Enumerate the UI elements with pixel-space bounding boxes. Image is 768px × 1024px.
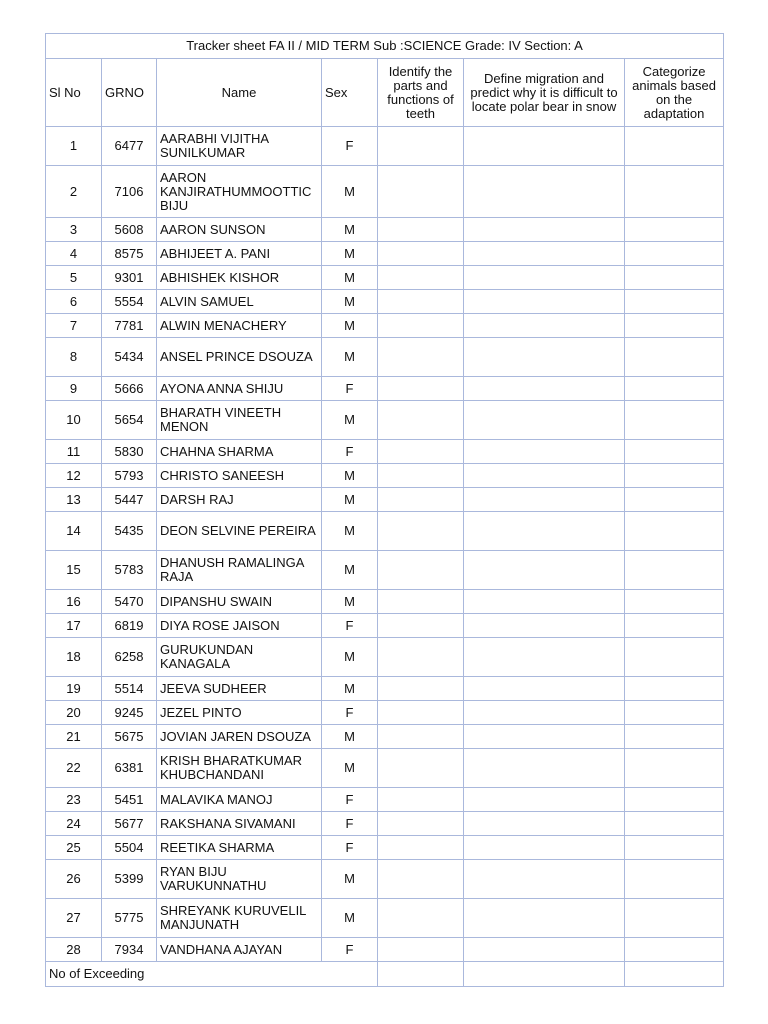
header-name: Name [157,59,322,127]
table-row [46,812,724,836]
table-row [46,464,724,488]
grno-cell: 7106 [102,166,157,218]
criteria-adaptation-cell[interactable] [625,290,724,314]
grno-cell: 5677 [102,812,157,836]
sl-no-cell: 14 [46,512,102,551]
criteria-migration-cell[interactable] [464,218,625,242]
student-name-cell: ABHISHEK KISHOR [157,266,322,290]
criteria-teeth-cell[interactable] [378,701,464,725]
criteria-adaptation-cell[interactable] [625,127,724,166]
sl-no-cell: 22 [46,749,102,788]
criteria-teeth-cell[interactable] [378,464,464,488]
grno-cell: 6258 [102,638,157,677]
no-of-exceeding-label: No of Exceeding [46,962,378,987]
sex-cell: M [322,464,378,488]
criteria-adaptation-cell[interactable] [625,242,724,266]
sl-no-cell: 6 [46,290,102,314]
sex-cell: M [322,638,378,677]
criteria-migration-cell[interactable] [464,551,625,590]
criteria-teeth-cell[interactable] [378,725,464,749]
sex-cell: M [322,166,378,218]
criteria-migration-cell[interactable] [464,614,625,638]
student-name-cell: AARON KANJIRATHUMMOOTTIC BIJU [157,166,322,218]
header-grno: GRNO [102,59,157,127]
sex-cell: F [322,614,378,638]
table-row [46,725,724,749]
student-name-cell: JEZEL PINTO [157,701,322,725]
criteria-teeth-cell[interactable] [378,836,464,860]
student-name-cell: DIYA ROSE JAISON [157,614,322,638]
sl-no-cell: 18 [46,638,102,677]
table-row [46,836,724,860]
title-row [46,34,724,59]
table-row [46,938,724,962]
grno-cell: 5451 [102,788,157,812]
student-name-cell: JOVIAN JAREN DSOUZA [157,725,322,749]
criteria-migration-cell[interactable] [464,836,625,860]
criteria-migration-cell[interactable] [464,749,625,788]
table-row [46,440,724,464]
header-criteria-migration: Define migration and predict why it is difficult to locate polar bear in snow [464,59,625,127]
grno-cell: 5675 [102,725,157,749]
criteria-teeth-cell[interactable] [378,314,464,338]
student-name-cell: CHRISTO SANEESH [157,464,322,488]
criteria-adaptation-cell[interactable] [625,812,724,836]
criteria-teeth-cell[interactable] [378,899,464,938]
criteria-migration-cell[interactable] [464,677,625,701]
table-row [46,127,724,166]
header-row [46,59,724,127]
criteria-adaptation-cell[interactable] [625,401,724,440]
criteria-migration-cell[interactable] [464,512,625,551]
sex-cell: M [322,242,378,266]
sl-no-cell: 17 [46,614,102,638]
grno-cell: 5608 [102,218,157,242]
grno-cell: 5470 [102,590,157,614]
student-name-cell: RAKSHANA SIVAMANI [157,812,322,836]
criteria-teeth-cell[interactable] [378,677,464,701]
sex-cell: M [322,512,378,551]
table-row [46,377,724,401]
criteria-migration-cell[interactable] [464,788,625,812]
criteria-adaptation-cell[interactable] [625,860,724,899]
sex-cell: M [322,488,378,512]
grno-cell: 9301 [102,266,157,290]
table-row [46,488,724,512]
criteria-adaptation-cell[interactable] [625,638,724,677]
grno-cell: 6381 [102,749,157,788]
criteria-adaptation-cell[interactable] [625,377,724,401]
criteria-teeth-cell[interactable] [378,218,464,242]
student-name-cell: ANSEL PRINCE DSOUZA [157,338,322,377]
sl-no-cell: 24 [46,812,102,836]
student-name-cell: DIPANSHU SWAIN [157,590,322,614]
criteria-adaptation-cell[interactable] [625,701,724,725]
grno-cell: 9245 [102,701,157,725]
sl-no-cell: 13 [46,488,102,512]
table-row [46,338,724,377]
student-name-cell: DHANUSH RAMALINGA RAJA [157,551,322,590]
criteria-teeth-cell[interactable] [378,440,464,464]
criteria-teeth-cell[interactable] [378,290,464,314]
grno-cell: 8575 [102,242,157,266]
header-sl-no: Sl No [46,59,102,127]
grno-cell: 5435 [102,512,157,551]
student-name-cell: AARABHI VIJITHA SUNILKUMAR [157,127,322,166]
criteria-teeth-cell[interactable] [378,377,464,401]
criteria-adaptation-cell[interactable] [625,725,724,749]
student-name-cell: SHREYANK KURUVELIL MANJUNATH [157,899,322,938]
criteria-migration-cell[interactable] [464,860,625,899]
sex-cell: M [322,218,378,242]
criteria-migration-cell[interactable] [464,401,625,440]
criteria-adaptation-cell[interactable] [625,314,724,338]
sl-no-cell: 21 [46,725,102,749]
criteria-migration-cell[interactable] [464,488,625,512]
grno-cell: 5783 [102,551,157,590]
table-row [46,749,724,788]
criteria-migration-cell[interactable] [464,338,625,377]
criteria-adaptation-cell[interactable] [625,551,724,590]
criteria-teeth-cell[interactable] [378,788,464,812]
sex-cell: M [322,266,378,290]
table-row [46,242,724,266]
header-criteria-teeth: Identify the parts and functions of teeth [378,59,464,127]
table-row [46,899,724,938]
criteria-teeth-cell[interactable] [378,638,464,677]
sex-cell: M [322,677,378,701]
table-row [46,290,724,314]
sl-no-cell: 7 [46,314,102,338]
table-row [46,218,724,242]
exceeding-cell-adaptation[interactable] [625,962,724,987]
sex-cell: F [322,127,378,166]
table-row [46,401,724,440]
criteria-migration-cell[interactable] [464,725,625,749]
sex-cell: M [322,290,378,314]
sex-cell: M [322,899,378,938]
sl-no-cell: 23 [46,788,102,812]
sex-cell: F [322,938,378,962]
table-row [46,701,724,725]
table-row [46,166,724,218]
student-name-cell: DARSH RAJ [157,488,322,512]
sex-cell: M [322,860,378,899]
table-row [46,614,724,638]
criteria-adaptation-cell[interactable] [625,440,724,464]
sl-no-cell: 20 [46,701,102,725]
header-sex: Sex [322,59,378,127]
table-row [46,788,724,812]
sl-no-cell: 16 [46,590,102,614]
student-name-cell: VANDHANA AJAYAN [157,938,322,962]
sl-no-cell: 12 [46,464,102,488]
grno-cell: 7781 [102,314,157,338]
criteria-adaptation-cell[interactable] [625,749,724,788]
grno-cell: 6819 [102,614,157,638]
criteria-migration-cell[interactable] [464,899,625,938]
header-criteria-adaptation: Categorize animals based on the adaptation [625,59,724,127]
sl-no-cell: 4 [46,242,102,266]
exceeding-cell-migration[interactable] [464,962,625,987]
sex-cell: F [322,440,378,464]
sex-cell: M [322,551,378,590]
criteria-migration-cell[interactable] [464,242,625,266]
criteria-teeth-cell[interactable] [378,812,464,836]
criteria-adaptation-cell[interactable] [625,464,724,488]
sl-no-cell: 2 [46,166,102,218]
table-row [46,314,724,338]
criteria-migration-cell[interactable] [464,440,625,464]
sl-no-cell: 27 [46,899,102,938]
criteria-adaptation-cell[interactable] [625,488,724,512]
student-name-cell: MALAVIKA MANOJ [157,788,322,812]
student-name-cell: REETIKA SHARMA [157,836,322,860]
table-row [46,551,724,590]
criteria-teeth-cell[interactable] [378,127,464,166]
grno-cell: 5830 [102,440,157,464]
criteria-migration-cell[interactable] [464,290,625,314]
sex-cell: F [322,836,378,860]
grno-cell: 5514 [102,677,157,701]
sl-no-cell: 5 [46,266,102,290]
sl-no-cell: 9 [46,377,102,401]
student-name-cell: AARON SUNSON [157,218,322,242]
criteria-adaptation-cell[interactable] [625,218,724,242]
student-name-cell: KRISH BHARATKUMAR KHUBCHANDANI [157,749,322,788]
sl-no-cell: 3 [46,218,102,242]
sheet-title: Tracker sheet FA II / MID TERM Sub :SCIENCE Grade: IV Section: A [46,34,724,59]
student-name-cell: AYONA ANNA SHIJU [157,377,322,401]
criteria-adaptation-cell[interactable] [625,166,724,218]
criteria-adaptation-cell[interactable] [625,836,724,860]
criteria-adaptation-cell[interactable] [625,590,724,614]
student-name-cell: DEON SELVINE PEREIRA [157,512,322,551]
criteria-teeth-cell[interactable] [378,242,464,266]
table-row [46,638,724,677]
criteria-migration-cell[interactable] [464,812,625,836]
sex-cell: M [322,749,378,788]
sex-cell: F [322,701,378,725]
criteria-teeth-cell[interactable] [378,266,464,290]
sex-cell: F [322,377,378,401]
student-name-cell: ALVIN SAMUEL [157,290,322,314]
criteria-teeth-cell[interactable] [378,166,464,218]
criteria-adaptation-cell[interactable] [625,614,724,638]
footer-row [46,962,724,987]
table-row [46,590,724,614]
grno-cell: 5554 [102,290,157,314]
exceeding-cell-teeth[interactable] [378,962,464,987]
sex-cell: F [322,812,378,836]
sex-cell: M [322,338,378,377]
grno-cell: 7934 [102,938,157,962]
grno-cell: 5775 [102,899,157,938]
student-name-cell: RYAN BIJU VARUKUNNATHU [157,860,322,899]
sl-no-cell: 1 [46,127,102,166]
sex-cell: M [322,401,378,440]
grno-cell: 5666 [102,377,157,401]
grno-cell: 5399 [102,860,157,899]
sl-no-cell: 19 [46,677,102,701]
criteria-adaptation-cell[interactable] [625,512,724,551]
criteria-teeth-cell[interactable] [378,512,464,551]
grno-cell: 5447 [102,488,157,512]
student-name-cell: ABHIJEET A. PANI [157,242,322,266]
criteria-migration-cell[interactable] [464,314,625,338]
grno-cell: 5654 [102,401,157,440]
criteria-adaptation-cell[interactable] [625,899,724,938]
grno-cell: 5504 [102,836,157,860]
sl-no-cell: 26 [46,860,102,899]
grno-cell: 6477 [102,127,157,166]
sl-no-cell: 11 [46,440,102,464]
criteria-migration-cell[interactable] [464,701,625,725]
criteria-migration-cell[interactable] [464,638,625,677]
criteria-migration-cell[interactable] [464,590,625,614]
sl-no-cell: 15 [46,551,102,590]
criteria-teeth-cell[interactable] [378,401,464,440]
student-rows [46,127,724,962]
criteria-migration-cell[interactable] [464,464,625,488]
criteria-adaptation-cell[interactable] [625,788,724,812]
sl-no-cell: 10 [46,401,102,440]
criteria-migration-cell[interactable] [464,166,625,218]
student-name-cell: GURUKUNDAN KANAGALA [157,638,322,677]
criteria-teeth-cell[interactable] [378,590,464,614]
criteria-migration-cell[interactable] [464,127,625,166]
student-name-cell: ALWIN MENACHERY [157,314,322,338]
grno-cell: 5434 [102,338,157,377]
sex-cell: F [322,788,378,812]
table-row [46,512,724,551]
criteria-migration-cell[interactable] [464,266,625,290]
sex-cell: M [322,725,378,749]
criteria-migration-cell[interactable] [464,377,625,401]
table-row [46,860,724,899]
criteria-adaptation-cell[interactable] [625,266,724,290]
criteria-teeth-cell[interactable] [378,488,464,512]
student-name-cell: CHAHNA SHARMA [157,440,322,464]
table-row [46,266,724,290]
sl-no-cell: 28 [46,938,102,962]
sl-no-cell: 25 [46,836,102,860]
criteria-migration-cell[interactable] [464,938,625,962]
student-name-cell: JEEVA SUDHEER [157,677,322,701]
criteria-teeth-cell[interactable] [378,551,464,590]
criteria-adaptation-cell[interactable] [625,938,724,962]
criteria-teeth-cell[interactable] [378,338,464,377]
criteria-adaptation-cell[interactable] [625,338,724,377]
sex-cell: M [322,590,378,614]
sl-no-cell: 8 [46,338,102,377]
sex-cell: M [322,314,378,338]
criteria-teeth-cell[interactable] [378,938,464,962]
criteria-adaptation-cell[interactable] [625,677,724,701]
grno-cell: 5793 [102,464,157,488]
tracker-sheet-table [45,33,724,987]
table-row [46,677,724,701]
student-name-cell: BHARATH VINEETH MENON [157,401,322,440]
criteria-teeth-cell[interactable] [378,749,464,788]
criteria-teeth-cell[interactable] [378,614,464,638]
criteria-teeth-cell[interactable] [378,860,464,899]
